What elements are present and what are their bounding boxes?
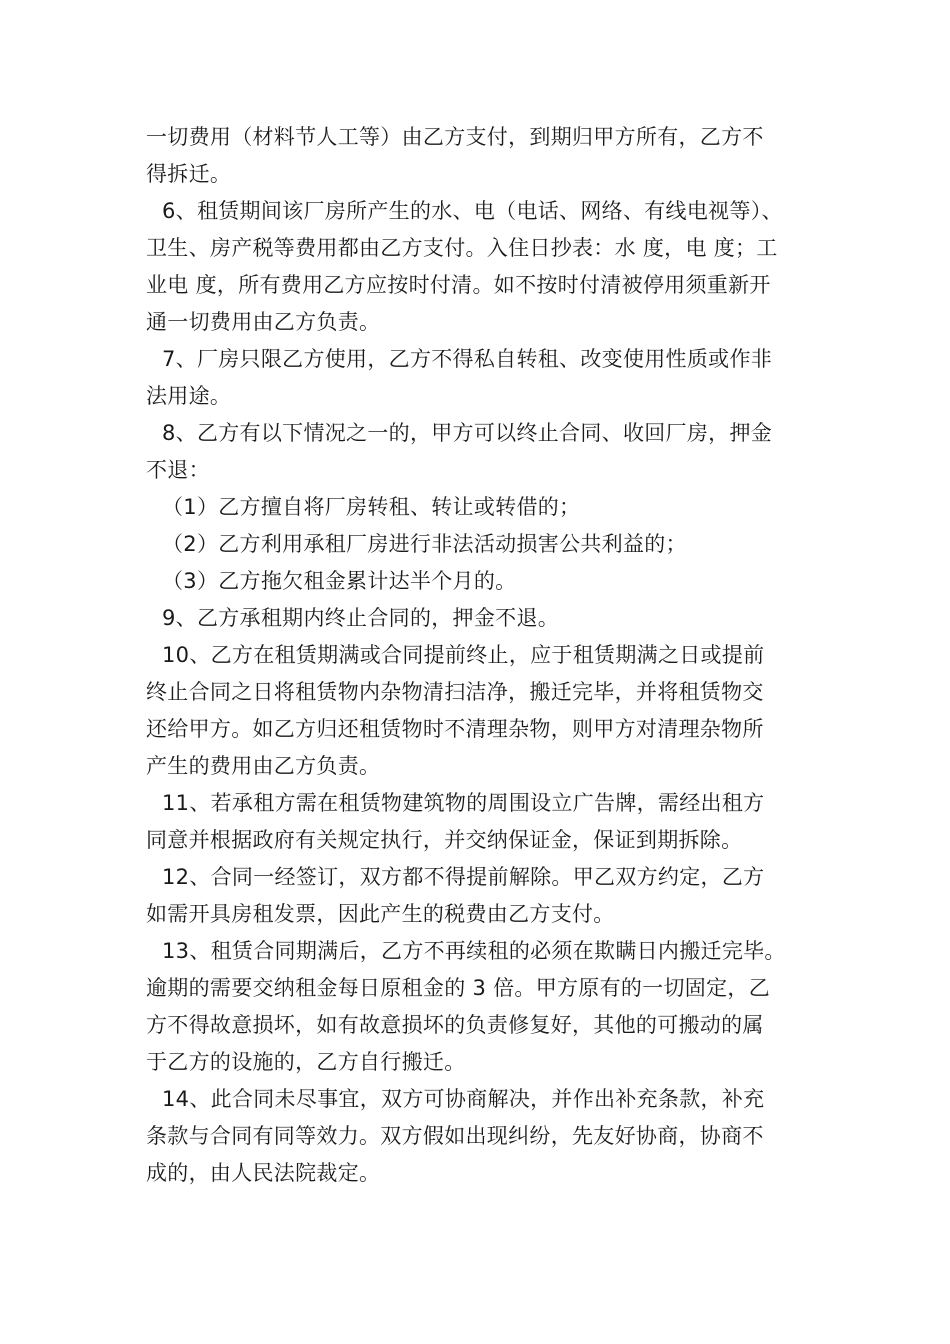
text-line: 成的，由人民法院裁定。 <box>146 1161 381 1185</box>
text-line: 如需开具房租发票，因此产生的税费由乙方支付。 <box>146 902 615 926</box>
text-line: 方不得故意损坏，如有故意损坏的负责修复好，其他的可搬动的属 <box>146 1013 764 1037</box>
text-line: 同意并根据政府有关规定执行，并交纳保证金，保证到期拆除。 <box>146 828 743 852</box>
text-line: 不退： <box>146 458 210 482</box>
text-line: 一切费用（材料节人工等）由乙方支付，到期归甲方所有，乙方不 <box>146 125 764 149</box>
text-line: （1）乙方擅自将厂房转租、转让或转借的； <box>162 495 581 519</box>
text-line: 14、此合同未尽事宜，双方可协商解决，并作出补充条款，补充 <box>162 1087 765 1111</box>
text-line: 产生的费用由乙方负责。 <box>146 754 381 778</box>
text-line: 法用途。 <box>146 384 232 408</box>
text-line: 于乙方的设施的，乙方自行搬迁。 <box>146 1050 466 1074</box>
text-line: 9、乙方承租期内终止合同的，押金不退。 <box>162 606 560 630</box>
text-line: 业电 度，所有费用乙方应按时付清。如不按时付清被停用须重新开 <box>146 273 771 297</box>
text-line: 7、厂房只限乙方使用，乙方不得私自转租、改变使用性质或作非 <box>162 347 773 371</box>
text-line: 13、租赁合同期满后，乙方不再续租的必须在欺瞒日内搬迁完毕。 <box>162 939 786 963</box>
text-line: 11、若承租方需在租赁物建筑物的周围设立广告牌，需经出租方 <box>162 791 765 815</box>
text-line: 通一切费用由乙方负责。 <box>146 310 381 334</box>
text-line: 6、租赁期间该厂房所产生的水、电（电话、网络、有线电视等）、 <box>162 199 783 223</box>
text-line: 8、乙方有以下情况之一的，甲方可以终止合同、收回厂房，押金 <box>162 421 773 445</box>
text-line: 得拆迁。 <box>146 162 232 186</box>
text-line: 12、合同一经签订，双方都不得提前解除。甲乙双方约定，乙方 <box>162 865 765 889</box>
text-line: 终止合同之日将租赁物内杂物清扫洁净，搬迁完毕，并将租赁物交 <box>146 680 764 704</box>
text-line: 10、乙方在租赁期满或合同提前终止，应于租赁期满之日或提前 <box>162 643 765 667</box>
text-line: 逾期的需要交纳租金每日原租金的 3 倍。甲方原有的一切固定，乙 <box>146 976 771 1000</box>
text-line: （2）乙方利用承租厂房进行非法活动损害公共利益的； <box>162 532 687 556</box>
text-line: （3）乙方拖欠租金累计达半个月的。 <box>162 569 517 593</box>
text-line: 还给甲方。如乙方归还租赁物时不清理杂物，则甲方对清理杂物所 <box>146 717 764 741</box>
text-line: 条款与合同有同等效力。双方假如出现纠纷，先友好协商，协商不 <box>146 1124 764 1148</box>
text-line: 卫生、房产税等费用都由乙方支付。入住日抄表：水 度，电 度；工 <box>146 236 778 260</box>
